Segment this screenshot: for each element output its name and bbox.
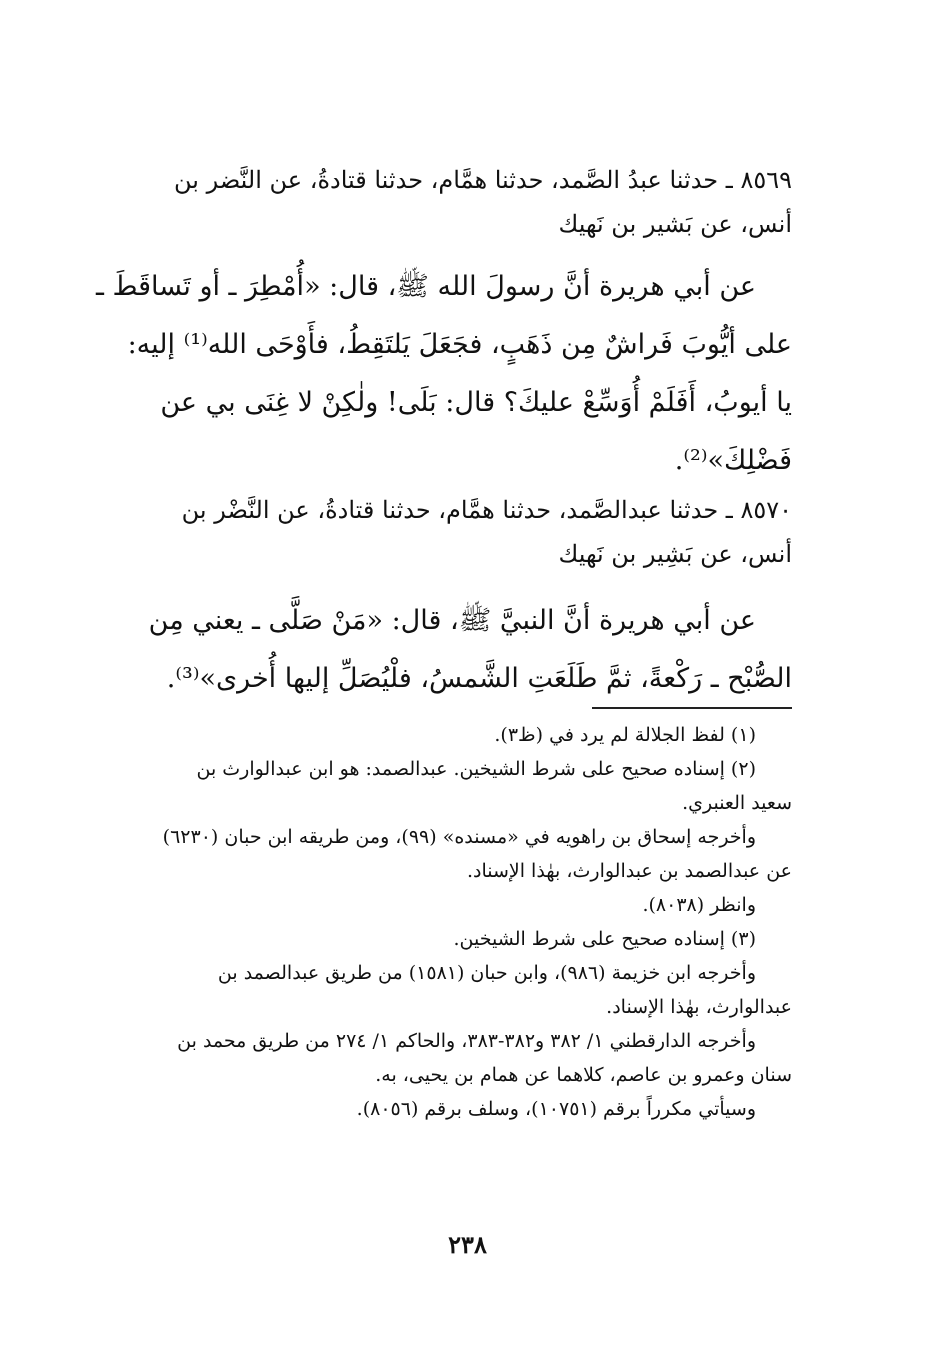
footnote-line: (٢) إسناده صحيح على شرط الشيخين. عبدالصمد: هو ابن عبدالوارث بن (196, 758, 756, 780)
matn-line: الصُّبْح ـ رَكْعةً، ثمَّ طَلَعَتِ الشَّمسُ، فلْيُصَلِّ إليها أُخرى»⁽³⁾. (166, 663, 792, 694)
footnote-line: عبدالوارث، بهٰذا الإسناد. (606, 996, 792, 1018)
hadith-8569-matn (92, 258, 792, 490)
footnote-line: (١) لفظ الجلالة لم يرد في (ظ٣). (494, 724, 756, 746)
matn-line: على أيُّوبَ فَراشٌ مِن ذَهَبٍ، فجَعَلَ يَلتَقِطُ، فأَوْحَى الله⁽¹⁾ إليه: (127, 329, 792, 360)
footnote-line: وسيأتي مكرراً برقم (١٠٧٥١)، وسلف برقم (٨٠٥٦). (356, 1098, 756, 1120)
isnad-line: أنس، عن بَشِير بن نَهيك (558, 540, 792, 568)
isnad-line: ٨٥٧٠ ـ حدثنا عبدالصَّمد، حدثنا همَّام، حدثنا قتادةُ، عن النَّضْر بن (181, 496, 792, 524)
footnote-line: وأخرجه ابن خزيمة (٩٨٦)، وابن حبان (١٥٨١) من طريق عبدالصمد بن (217, 962, 756, 984)
matn-line: عن أبي هريرة أنَّ رسولَ الله ﷺ، قال: «أُمْطِرَ ـ أو تَساقَطَ ـ (96, 271, 756, 302)
footnote-line: عن عبدالصمد بن عبدالوارث، بهٰذا الإسناد. (466, 860, 792, 882)
footnote-separator (592, 707, 792, 709)
matn-line: فَضْلِكَ»⁽²⁾. (674, 445, 792, 476)
footnote-line: (٣) إسناده صحيح على شرط الشيخين. (453, 928, 756, 950)
isnad-line: أنس، عن بَشير بن نَهيك (558, 210, 792, 238)
isnad-line: ٨٥٦٩ ـ حدثنا عبدُ الصَّمد، حدثنا همَّام، حدثنا قتادةُ، عن النَّضر بن (174, 166, 792, 194)
footnote-line: وأخرجه إسحاق بن راهويه في «مسنده» (٩٩)، ومن طريقه ابن حبان (٦٢٣٠) (162, 826, 756, 848)
footnotes (92, 718, 792, 1126)
footnote-line: سعيد العنبري. (682, 792, 792, 814)
hadith-8570-isnad (92, 488, 792, 576)
footnote-line: سنان وعمرو بن عاصم، كلاهما عن همام بن يحيى، به. (375, 1064, 792, 1086)
matn-line: عن أبي هريرة أنَّ النبيَّ ﷺ، قال: «مَنْ صَلَّى ـ يعني مِن (148, 605, 756, 636)
page-number: ٢٣٨ (448, 1230, 487, 1259)
footnote-line: وأخرجه الدارقطني ١/ ٣٨٢ و٣٨٢-٣٨٣، والحاكم ١/ ٢٧٤ من طريق محمد بن (177, 1030, 756, 1052)
hadith-8570-matn (92, 592, 792, 708)
hadith-8569-isnad (92, 158, 792, 246)
footnote-line: وانظر (٨٠٣٨). (642, 894, 756, 916)
matn-line: يا أيوبُ، أَفَلَمْ أُوَسِّعْ عليكَ؟ قال: بَلَى! ولٰكِنْ لا غِنَى بي عن (160, 387, 792, 418)
